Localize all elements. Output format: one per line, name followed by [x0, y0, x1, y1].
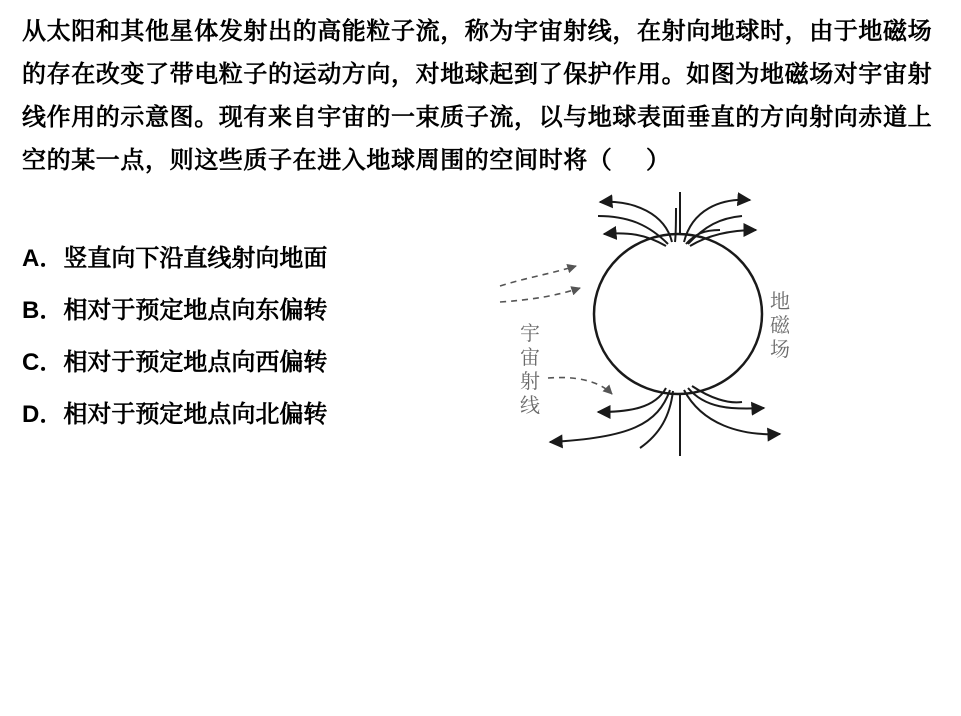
svg-text:地: 地 — [770, 289, 790, 313]
south-field-lines — [550, 386, 780, 448]
question-stem: 从太阳和其他星体发射出的高能粒子流，称为宇宙射线，在射向地球时，由于地磁场的存在改变了带电粒子的运动方向，对地球起到了保护作用。如图为地磁场对宇宙射线作用的示意图。现有来自宇宙的一束质子流，以与地球表面垂直的方向射向赤道上空的某一点，则这些质子在进入地球周围的空间时将（ ） — [22, 17, 933, 174]
svg-text:宇: 宇 — [520, 321, 540, 345]
svg-text:射: 射 — [520, 369, 540, 393]
option-d-letter: D — [22, 401, 40, 428]
option-a-letter: A — [22, 245, 40, 272]
option-c-letter: C — [22, 349, 40, 376]
option-a[interactable] — [22, 236, 442, 288]
answer-options — [22, 236, 442, 444]
svg-text:宙: 宙 — [520, 345, 540, 369]
option-c-text: ．相对于预定地点向西偏转 — [39, 348, 328, 376]
svg-text:场: 场 — [770, 337, 790, 361]
option-d[interactable] — [22, 392, 442, 444]
earth-circle — [594, 234, 762, 394]
option-c[interactable] — [22, 340, 442, 392]
option-b-text: ．相对于预定地点向东偏转 — [39, 296, 328, 324]
label-cosmic-rays — [520, 321, 540, 417]
label-geomagnetic-field — [770, 289, 791, 361]
option-b-letter: B — [22, 297, 40, 324]
option-d-text: ．相对于预定地点向北偏转 — [39, 400, 328, 428]
option-b[interactable] — [22, 288, 442, 340]
option-a-text: ．竖直向下沿直线射向地面 — [39, 244, 328, 272]
geomagnetic-field-diagram — [480, 186, 800, 462]
svg-text:线: 线 — [520, 393, 540, 417]
svg-text:磁: 磁 — [770, 313, 790, 337]
